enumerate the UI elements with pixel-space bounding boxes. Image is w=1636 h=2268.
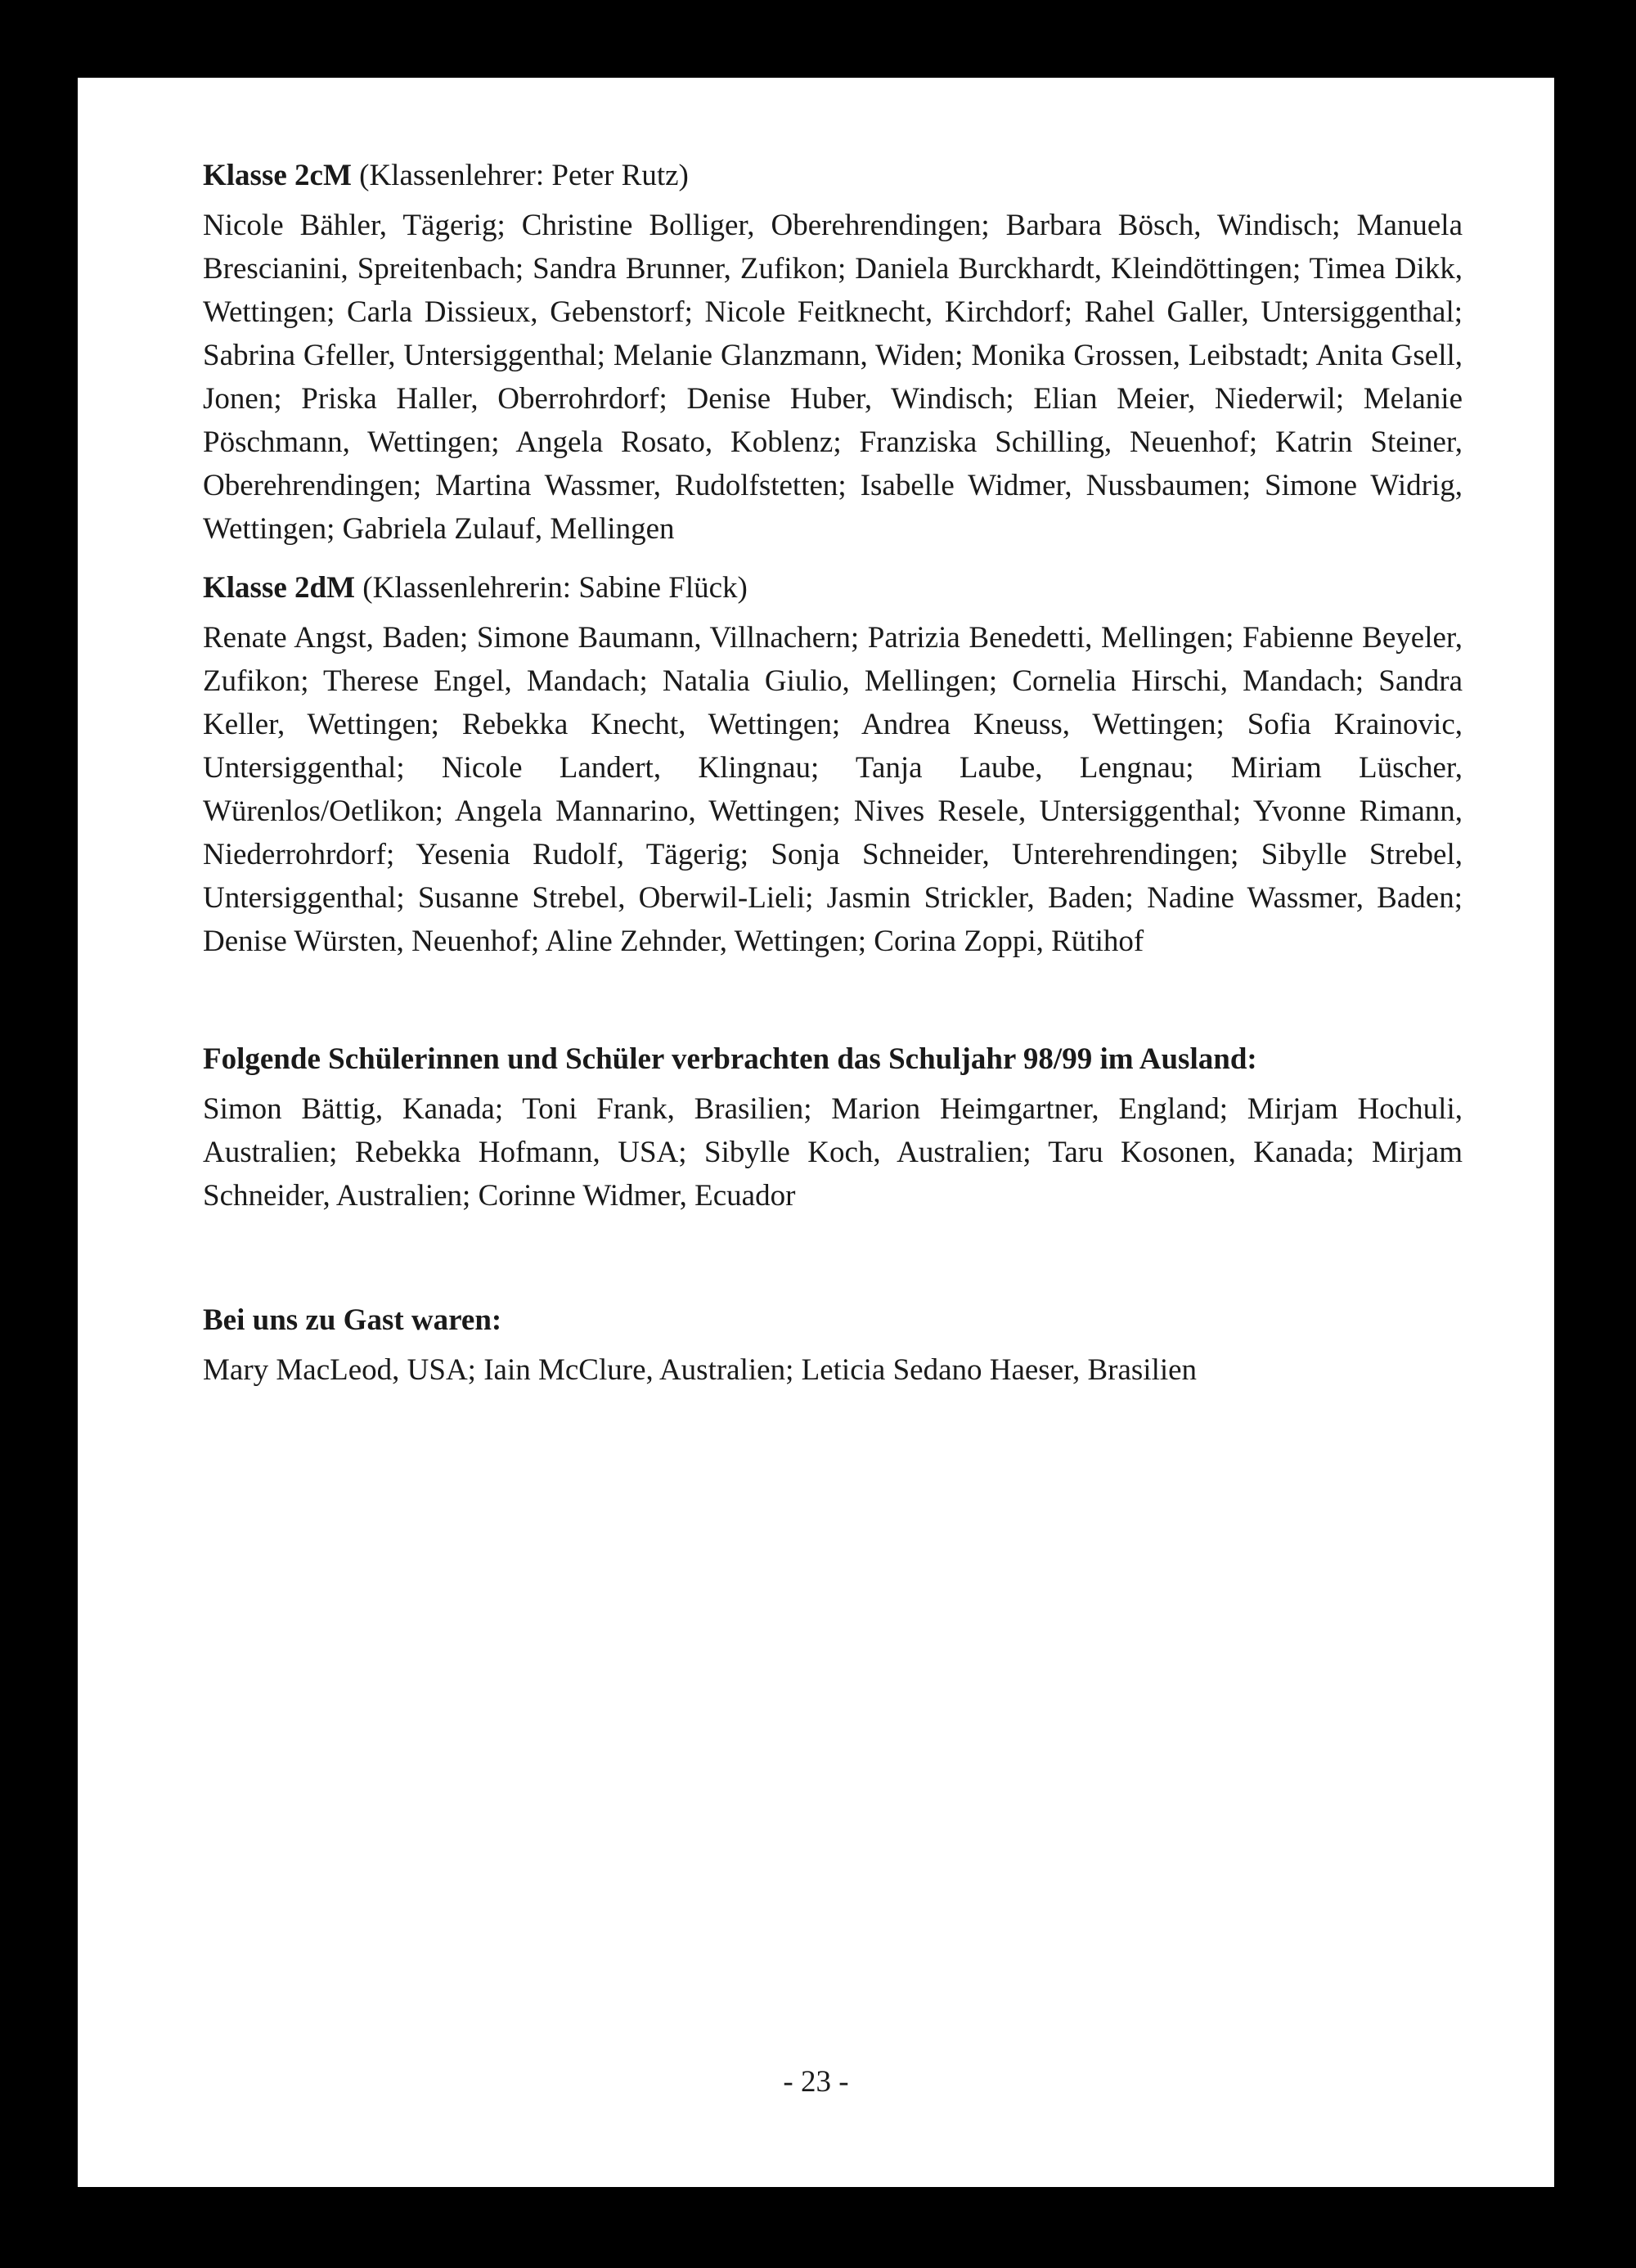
class-2dm-title: Klasse 2dM xyxy=(203,571,356,605)
abroad-student-list: Simon Bättig, Kanada; Toni Frank, Brasilien; Marion Heimgartner, England; Mirjam Hochuli, Australien; Rebekka Hofmann, USA; Sibylle Koch, Australien; Taru Kosonen, Kanada; Mirjam Schneider, Australien; Corinne Widmer, Ecuador xyxy=(203,1092,1463,1213)
abroad-heading: Folgende Schülerinnen und Schüler verbrachten das Schuljahr 98/99 im Ausland: xyxy=(203,1042,1257,1076)
class-2cm-teacher: (Klassenlehrer: Peter Rutz) xyxy=(351,159,689,192)
class-2dm-teacher: (Klassenlehrerin: Sabine Flück) xyxy=(355,571,748,605)
class-2cm-heading xyxy=(203,151,1463,200)
page-number: - 23 - xyxy=(783,2065,849,2099)
class-2dm-heading xyxy=(203,564,1463,613)
class-2cm-title: Klasse 2cM xyxy=(203,159,352,192)
page-content xyxy=(203,151,1463,1392)
guests-list: Mary MacLeod, USA; Iain McClure, Australien; Leticia Sedano Haeser, Brasilien xyxy=(203,1353,1198,1387)
class-2cm-student-list: Nicole Bähler, Tägerig; Christine Bolliger, Oberehrendingen; Barbara Bösch, Windisch; Manuela Brescianini, Spreitenbach; Sandra Brunner, Zufikon; Daniela Burckhardt, Kleindöttingen; Timea Dikk, Wettingen; Carla Dissieux, Gebenstorf; Nicole Feitknecht, Kirchdorf; Rahel Galler, Untersiggenthal; Sabrina Gfeller, Untersiggenthal; Melanie Glanzmann, Widen; Monika Grossen, Leibstadt; Anita Gsell, Jonen; Priska Haller, Oberrohrdorf; Denise Huber, Windisch; Elian Meier, Niederwil; Melanie Pöschmann, Wettingen; Angela Rosato, Koblenz; Franziska Schilling, Neuenhof; Katrin Steiner, Oberehrendingen; Martina Wassmer, Rudolfstetten; Isabelle Widmer, Nussbaumen; Simone Widrig, Wettingen; Gabriela Zulauf, Mellingen xyxy=(203,209,1463,546)
guests-heading: Bei uns zu Gast waren: xyxy=(203,1303,502,1337)
document-page xyxy=(78,78,1554,2187)
class-2dm-student-list: Renate Angst, Baden; Simone Baumann, Villnachern; Patrizia Benedetti, Mellingen; Fabienne Beyeler, Zufikon; Therese Engel, Mandach; Natalia Giulio, Mellingen; Cornelia Hirschi, Mandach; Sandra Keller, Wettingen; Rebekka Knecht, Wettingen; Andrea Kneuss, Wettingen; Sofia Krainovic, Untersiggenthal; Nicole Landert, Klingnau; Tanja Laube, Lengnau; Miriam Lüscher, Würenlos/Oetlikon; Angela Mannarino, Wettingen; Nives Resele, Untersiggenthal; Yvonne Rimann, Niederrohrdorf; Yesenia Rudolf, Tägerig; Sonja Schneider, Unterehrendingen; Sibylle Strebel, Untersiggenthal; Susanne Strebel, Oberwil-Lieli; Jasmin Strickler, Baden; Nadine Wassmer, Baden; Denise Würsten, Neuenhof; Aline Zehnder, Wettingen; Corina Zoppi, Rütihof xyxy=(203,621,1463,958)
